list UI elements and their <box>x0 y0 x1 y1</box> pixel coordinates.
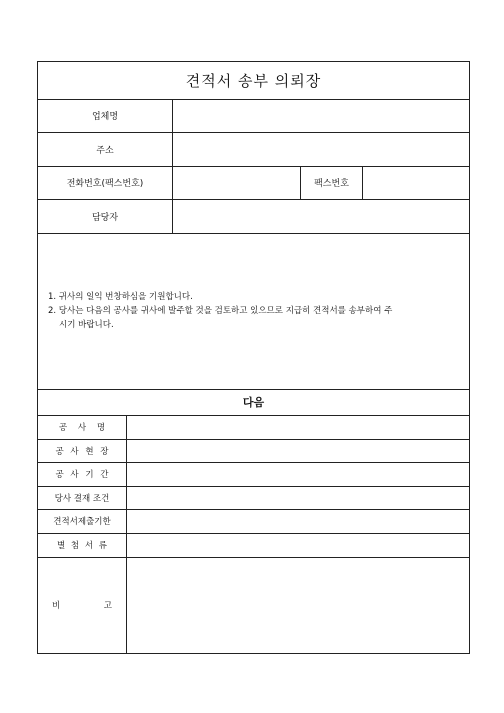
project-name-label: 공 사 명 <box>38 415 127 439</box>
notes-section <box>38 233 469 390</box>
company-value[interactable] <box>173 99 469 132</box>
row-contact <box>38 199 469 234</box>
row-project-name <box>38 415 469 440</box>
request-form <box>37 61 470 654</box>
row-project-period <box>38 462 469 487</box>
phone-value[interactable] <box>173 166 301 199</box>
payment-terms-label: 당사 결재 조건 <box>38 486 127 509</box>
remarks-label-char-1: 비 <box>52 601 61 611</box>
remarks-label-char-2: 고 <box>103 601 112 611</box>
section-heading: 다음 <box>38 389 469 416</box>
row-payment-terms <box>38 486 469 510</box>
row-quote-deadline <box>38 509 469 534</box>
note-line-2-continued: 시기 바랍니다. <box>59 320 114 330</box>
phone-label: 전화번호(팩스번호) <box>38 166 173 199</box>
address-value[interactable] <box>173 132 469 166</box>
payment-terms-value[interactable] <box>127 486 469 509</box>
contact-value[interactable] <box>173 199 469 233</box>
project-site-value[interactable] <box>127 439 469 462</box>
row-remarks <box>38 557 469 653</box>
note-line-2: 2. 당사는 다음의 공사를 귀사에 발주할 것을 검토하고 있으므로 지급히 견적서를 송부하여 주 <box>48 306 393 316</box>
project-period-value[interactable] <box>127 462 469 486</box>
project-site-label: 공 사 현 장 <box>38 439 127 462</box>
quote-deadline-value[interactable] <box>127 509 469 533</box>
fax-label: 팩스번호 <box>301 166 363 199</box>
note-line-1: 1. 귀사의 일익 번창하심을 기원합니다. <box>48 292 193 302</box>
contact-label: 담당자 <box>38 199 173 233</box>
fax-value[interactable] <box>363 166 469 199</box>
remarks-value[interactable] <box>127 557 469 653</box>
attachments-value[interactable] <box>127 533 469 557</box>
row-address <box>38 132 469 167</box>
row-company <box>38 99 469 133</box>
row-attachments <box>38 533 469 558</box>
quote-deadline-label: 견적서제출기한 <box>38 509 127 533</box>
attachments-label: 별 첨 서 류 <box>38 533 127 557</box>
remarks-label <box>38 557 127 653</box>
company-label: 업체명 <box>38 99 173 132</box>
project-name-value[interactable] <box>127 415 469 439</box>
address-label: 주소 <box>38 132 173 166</box>
form-title: 견적서 송부 의뢰장 <box>38 62 469 100</box>
row-phone <box>38 166 469 200</box>
project-period-label: 공 사 기 간 <box>38 462 127 486</box>
row-project-site <box>38 439 469 463</box>
